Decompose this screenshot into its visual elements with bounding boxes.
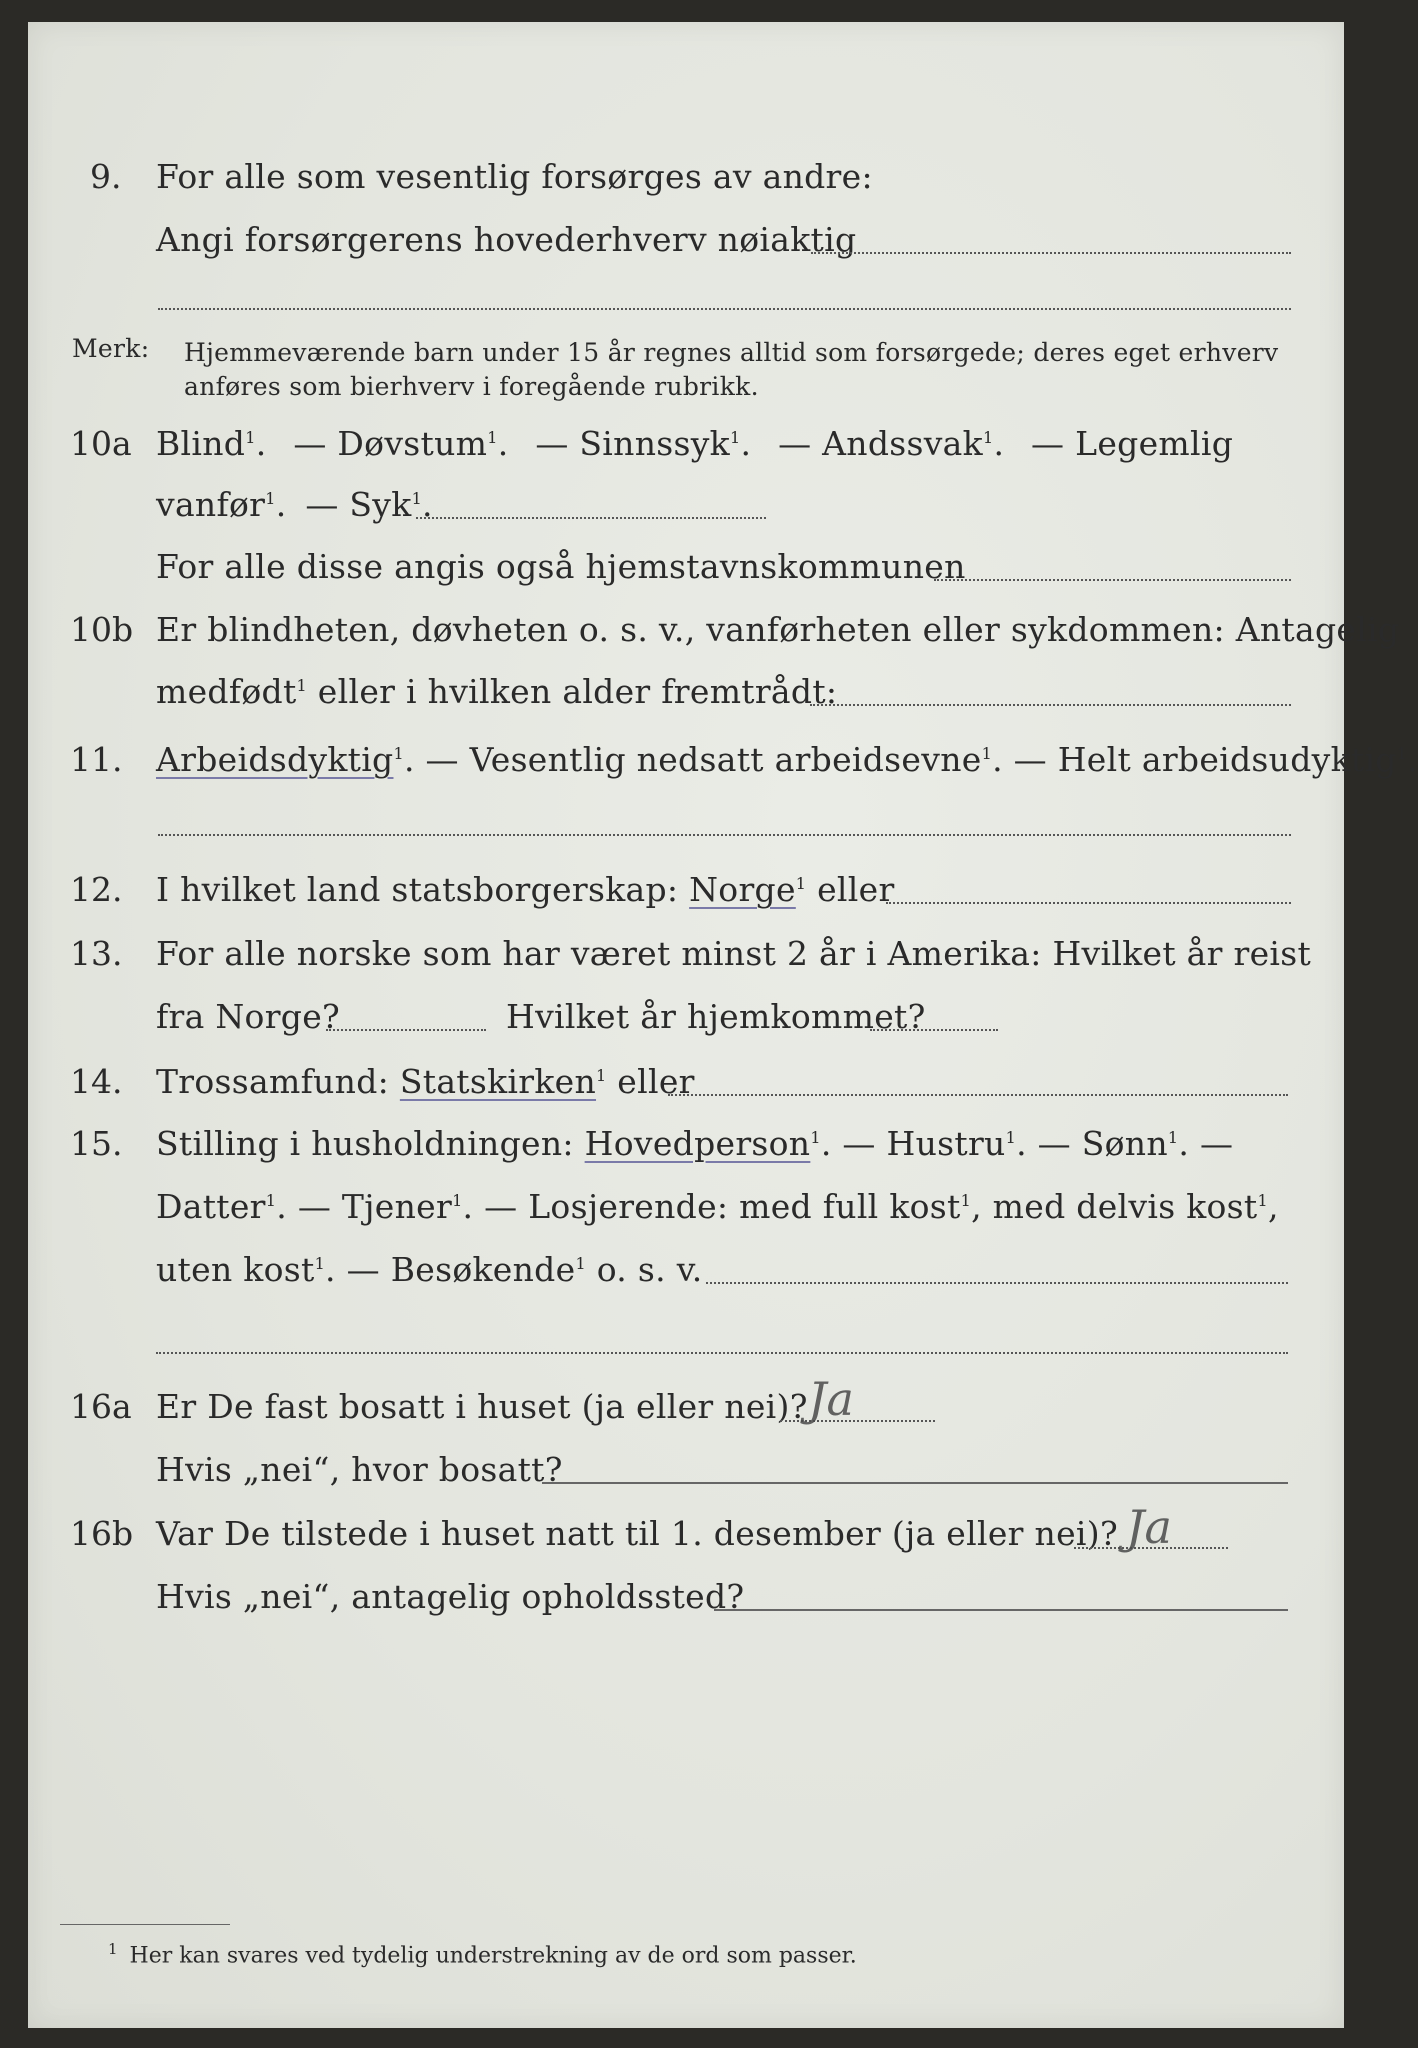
q16a-handwritten-answer: Ja: [808, 1372, 854, 1426]
q10a-sinnssyk[interactable]: — Sinnssyk: [535, 424, 730, 463]
q10a-line3: For alle disse angis også hjemstavnskommunen: [156, 547, 966, 586]
q14-statskirken[interactable]: Statskirken: [399, 1062, 597, 1101]
q11-answer-line[interactable]: [158, 834, 1291, 836]
q9-number: 9.: [90, 157, 122, 196]
q15-line2: Datter$^1$. — Tjener$^1$. — Losjerende: med full kost$^1$, med delvis kost$^1$,: [156, 1187, 1279, 1226]
q16a-bosatt-line[interactable]: [542, 1482, 1288, 1484]
q15-tjener[interactable]: . — Tjener: [276, 1187, 453, 1226]
q16b-number: 16b: [70, 1514, 134, 1553]
q10a-vanfor[interactable]: vanfør: [156, 485, 266, 524]
q11-udyktig[interactable]: . — Helt arbeidsudyktig: [992, 740, 1397, 779]
merk-line2: anføres som bierhverv i foregående rubrikk.: [184, 372, 759, 401]
q16b-opholdssted-line[interactable]: [714, 1609, 1288, 1611]
q15-datter[interactable]: Datter: [156, 1187, 266, 1226]
q10a-number: 10a: [70, 424, 132, 463]
q15-sonn[interactable]: . — Sønn: [1016, 1124, 1168, 1163]
q9-answer-line2[interactable]: [158, 308, 1291, 310]
q16a-answer-line[interactable]: [780, 1420, 935, 1422]
q15-delvis[interactable]: , med delvis kost: [971, 1187, 1258, 1226]
q13-number: 13.: [70, 934, 123, 973]
q10a-legemlig[interactable]: — Legemlig: [1031, 424, 1234, 463]
q10a-blind[interactable]: Blind: [156, 424, 246, 463]
q16b-handwritten-answer: Ja: [1126, 1500, 1172, 1554]
q15-answer-line[interactable]: [706, 1282, 1288, 1284]
q12-answer-line[interactable]: [886, 902, 1291, 904]
q10b-line2: medfødt$^1$ eller i hvilken alder fremtrådt:: [156, 672, 838, 711]
q9-answer-line[interactable]: [811, 252, 1291, 254]
footnote: $^1$ Her kan svares ved tydelig understrekning av de ord som passer.: [108, 1940, 857, 1969]
q11-number: 11.: [70, 740, 123, 779]
q12-number: 12.: [70, 870, 123, 909]
q16a-line2: Hvis „nei“, hvor bosatt?: [156, 1450, 563, 1489]
q10a-hjemstavn-line[interactable]: [934, 579, 1291, 581]
q13-line2b: Hvilket år hjemkommet?: [506, 997, 926, 1036]
merk-line1: Hjemmeværende barn under 15 år regnes alltid som forsørgede; deres eget erhverv: [184, 338, 1279, 367]
q15-line3: uten kost$^1$. — Besøkende$^1$ o. s. v.: [156, 1250, 703, 1289]
q16a-line1: Er De fast bosatt i huset (ja eller nei)?: [156, 1387, 808, 1426]
q11-nedsatt[interactable]: . — Vesentlig nedsatt arbeidsevne: [403, 740, 982, 779]
q10a-andssvak[interactable]: — Andssvak: [778, 424, 983, 463]
q16b-line2: Hvis „nei“, antagelig opholdssted?: [156, 1577, 745, 1616]
q10a-line1: Blind$^1$. — Døvstum$^1$. — Sinnssyk$^1$. — Andssvak$^1$. — Legemlig: [156, 424, 1234, 463]
q15-number: 15.: [70, 1124, 123, 1163]
q12-line: I hvilket land statsborgerskap: Norge$^1$ eller: [156, 870, 895, 909]
census-form-page: [28, 22, 1418, 2028]
q15-answer-line2[interactable]: [156, 1352, 1288, 1354]
q13-line1: For alle norske som har været minst 2 år i Amerika: Hvilket år reist: [156, 934, 1312, 973]
q10a-answer-line[interactable]: [416, 517, 766, 519]
q9-line2: Angi forsørgerens hovederhverv nøiaktig: [156, 220, 857, 259]
q13-line2a: fra Norge?: [156, 997, 341, 1036]
q15-besokende[interactable]: . — Besøkende: [325, 1250, 576, 1289]
q11-line: Arbeidsdyktig$^1$. — Vesentlig nedsatt arbeidsevne$^1$. — Helt arbeidsudyktig$^1$.: [156, 740, 1418, 779]
q14-number: 14.: [70, 1062, 123, 1101]
q10b-line1: Er blindheten, døvheten o. s. v., vanførheten eller sykdommen: Antagelig: [156, 610, 1400, 649]
q16a-number: 16a: [70, 1387, 132, 1426]
q10a-line2: vanfør$^1$. — Syk$^1$.: [156, 485, 433, 524]
q10b-answer-line[interactable]: [810, 704, 1291, 706]
q15-hustru[interactable]: . — Hustru: [820, 1124, 1006, 1163]
q16b-line1: Var De tilstede i huset natt til 1. desember (ja eller nei)?: [156, 1514, 1118, 1553]
q15-fullkost[interactable]: med full kost: [739, 1187, 961, 1226]
q10b-number: 10b: [70, 610, 134, 649]
q9-line1: For alle som vesentlig forsørges av andre:: [156, 157, 873, 196]
q12-norge[interactable]: Norge: [689, 870, 796, 909]
q15-utenkost[interactable]: uten kost: [156, 1250, 315, 1289]
q13-hjemkommet-line[interactable]: [870, 1029, 998, 1031]
q10a-syk[interactable]: — Syk: [305, 485, 412, 524]
q14-line: Trossamfund: Statskirken$^1$ eller: [156, 1062, 695, 1101]
merk-label: Merk:: [72, 334, 150, 363]
q15-line1: Stilling i husholdningen: Hovedperson$^1$. — Hustru$^1$. — Sønn$^1$. —: [156, 1124, 1234, 1163]
q11-arbeidsdyktig[interactable]: Arbeidsdyktig: [156, 740, 394, 779]
q14-answer-line[interactable]: [668, 1094, 1288, 1096]
footnote-rule: [60, 1924, 230, 1925]
q10a-dovstum[interactable]: — Døvstum: [293, 424, 488, 463]
q13-reist-line[interactable]: [326, 1029, 486, 1031]
q15-hovedperson[interactable]: Hovedperson: [584, 1124, 811, 1163]
